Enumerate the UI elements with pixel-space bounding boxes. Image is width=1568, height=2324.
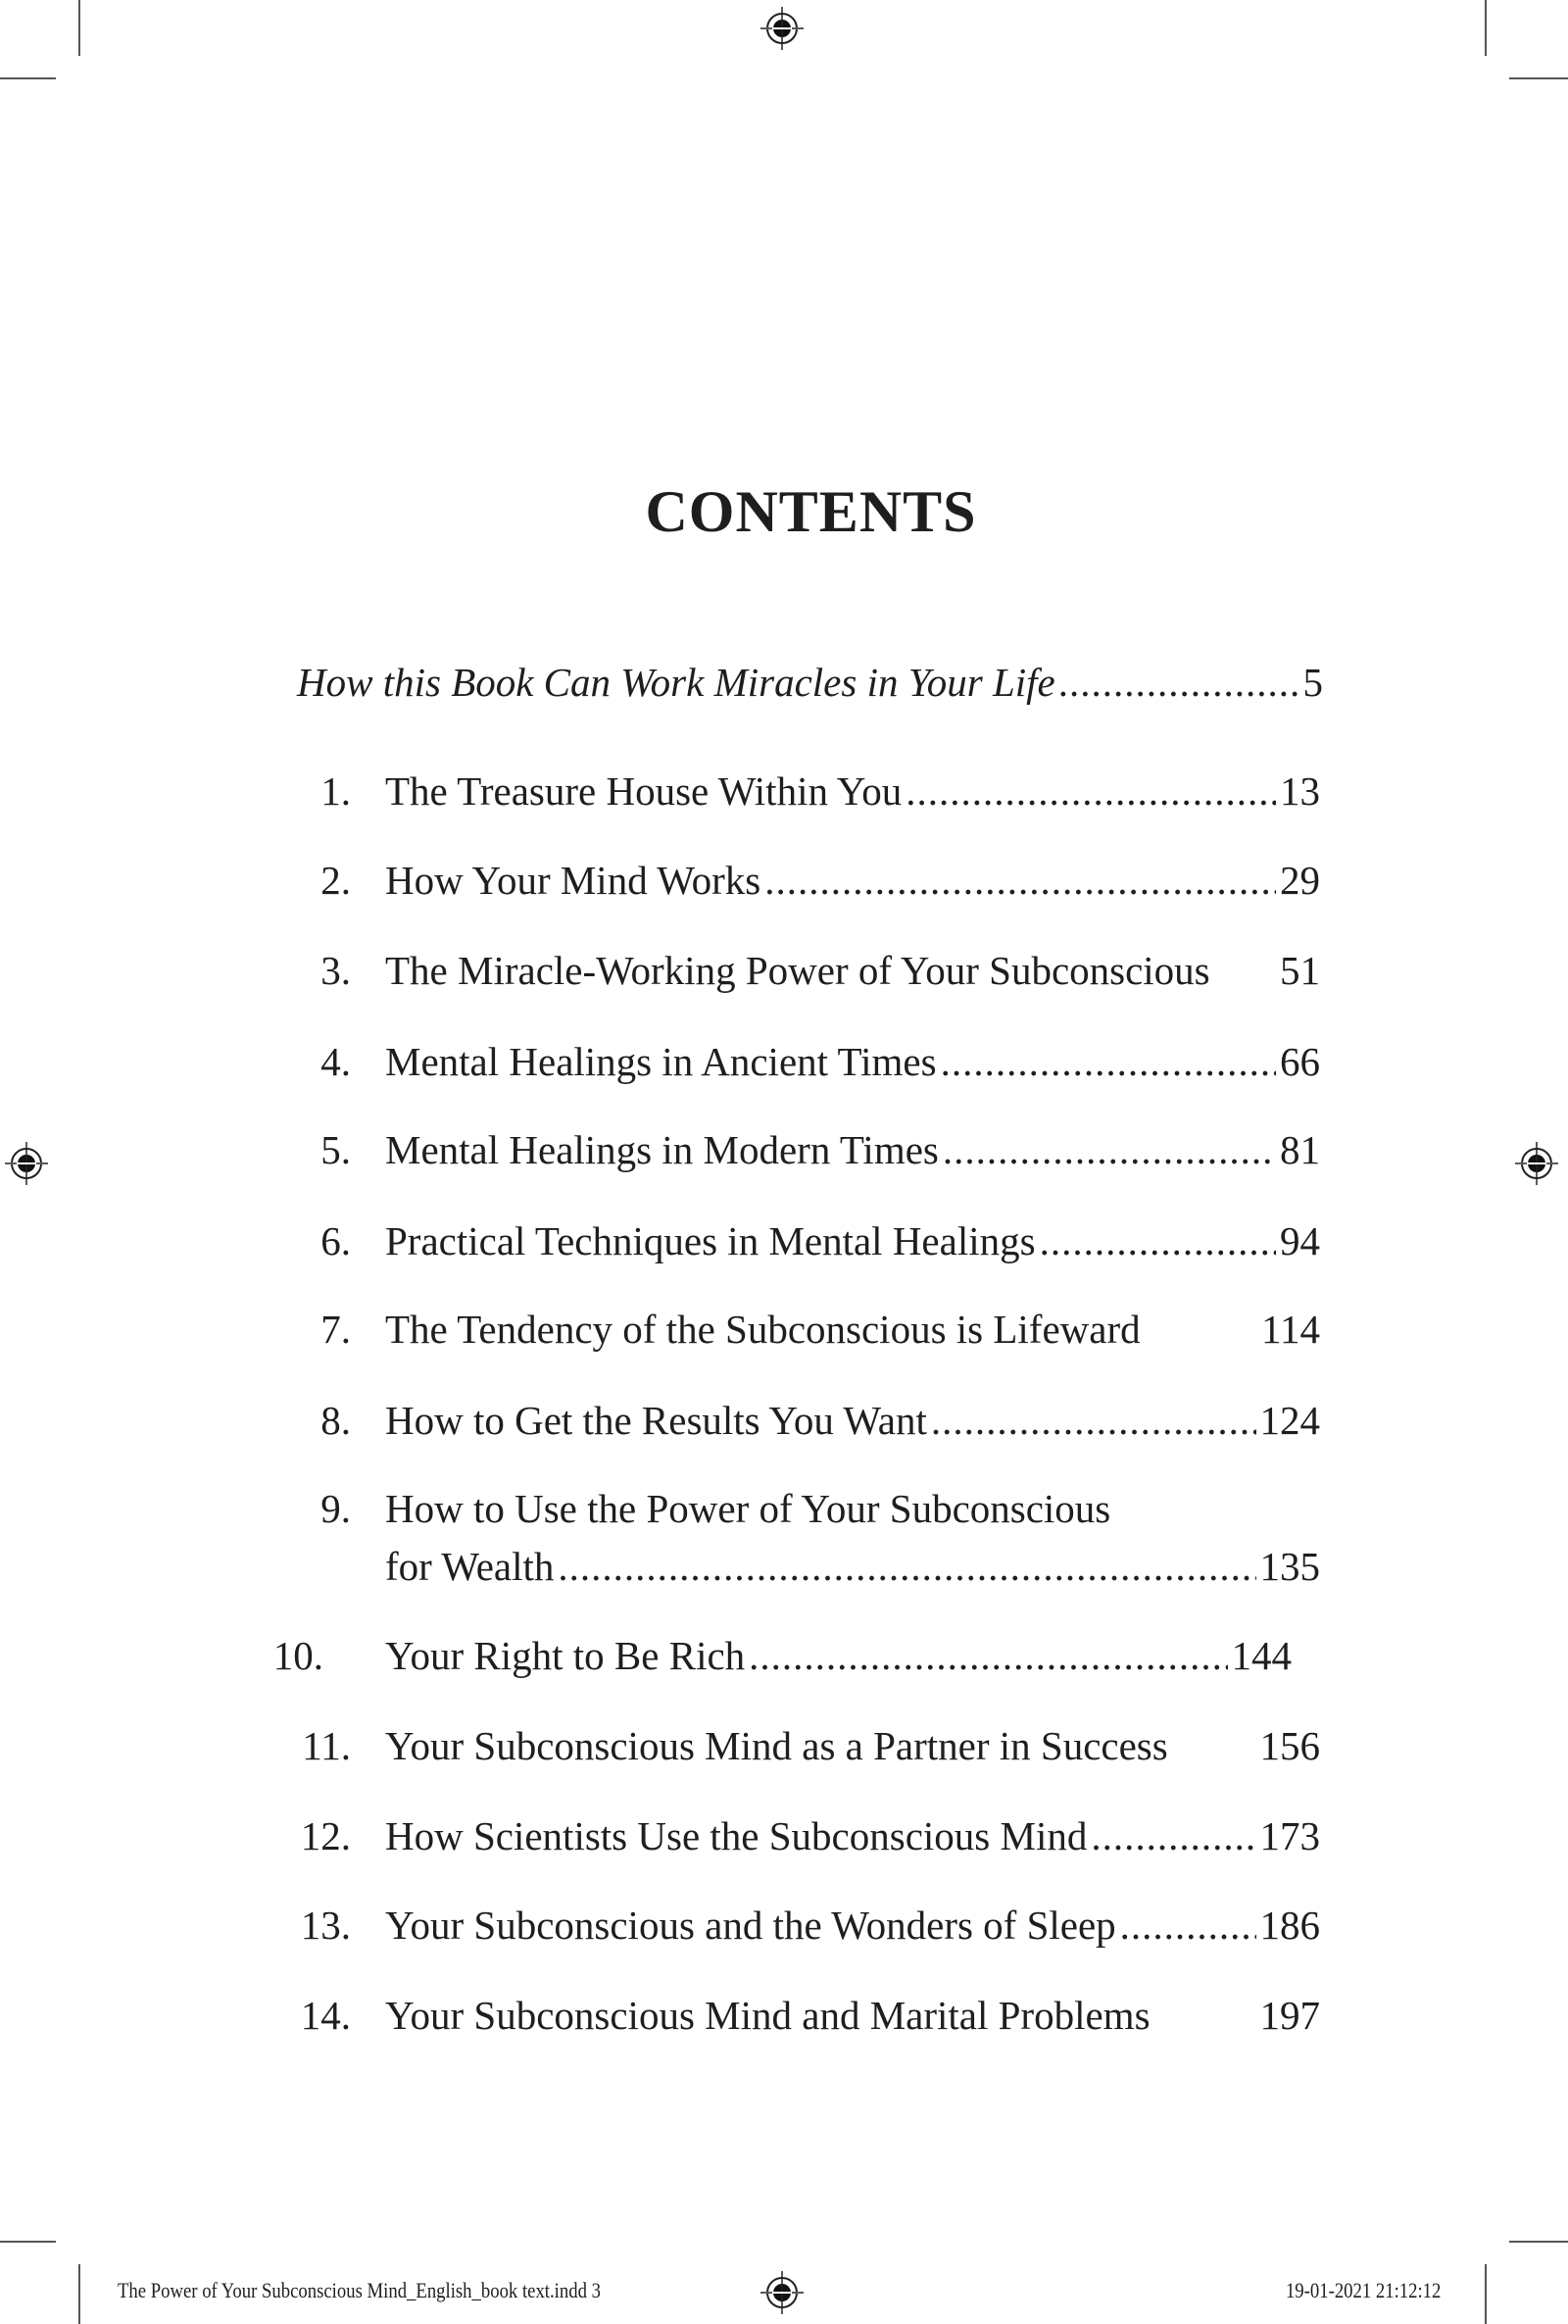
registration-mark-icon (3, 1140, 50, 1187)
toc-entry[interactable] (385, 1217, 1320, 1264)
dot-leader (1120, 1902, 1256, 1949)
toc-entry-number: 6. (320, 1218, 351, 1263)
dot-leader (764, 857, 1276, 904)
toc-title: The Treasure House Within You (385, 768, 903, 814)
toc-entry[interactable] (385, 857, 1320, 904)
toc-entry[interactable] (385, 1543, 1320, 1590)
toc-title: How Scientists Use the Subconscious Mind (385, 1813, 1088, 1858)
dot-leader (931, 1397, 1256, 1444)
toc-entry-number: 14. (300, 1993, 351, 2038)
toc-entry-number: 13. (300, 1903, 351, 1948)
slug-timestamp: 19-01-2021 21:12:12 (1285, 2278, 1441, 2302)
toc-entry-number: 9. (320, 1486, 351, 1531)
toc-page: 66 (1280, 1039, 1320, 1084)
toc-page: 29 (1280, 858, 1320, 903)
toc-entry-number: 3. (320, 948, 351, 993)
crop-mark (78, 2264, 80, 2324)
crop-mark (0, 2241, 56, 2243)
toc-title: Your Subconscious Mind and Marital Problems (385, 1993, 1151, 2038)
toc-entry-number: 12. (300, 1813, 351, 1858)
toc-title[interactable]: How to Use the Power of Your Subconscious (385, 1486, 1111, 1531)
toc-page: 144 (1231, 1633, 1292, 1678)
toc-page: 135 (1259, 1544, 1320, 1589)
toc-title: Your Right to Be Rich (385, 1633, 746, 1678)
toc-entry[interactable] (385, 1632, 1292, 1679)
toc-title: for Wealth (385, 1544, 555, 1589)
toc-entry-number: 1. (320, 768, 351, 814)
toc-entry[interactable] (385, 1902, 1320, 1949)
crop-mark (1509, 77, 1568, 79)
toc-page: 94 (1280, 1218, 1320, 1263)
registration-mark-icon (1513, 1140, 1560, 1187)
toc-title: Practical Techniques in Mental Healings (385, 1218, 1036, 1263)
toc-title: Your Subconscious Mind as a Partner in Success (385, 1723, 1168, 1768)
toc-entry-number: 7. (320, 1307, 351, 1352)
crop-mark (78, 0, 80, 56)
toc-page: 114 (1261, 1307, 1320, 1352)
toc-title: The Tendency of the Subconscious is Lifeward (385, 1307, 1141, 1352)
toc-entry[interactable] (385, 1038, 1320, 1085)
toc-page: 81 (1280, 1127, 1320, 1172)
toc-entry-number: 4. (320, 1039, 351, 1084)
registration-mark-icon (759, 2269, 806, 2316)
toc-title: How to Get the Results You Want (385, 1398, 927, 1443)
registration-mark-icon (759, 5, 806, 52)
toc-title: Your Subconscious and the Wonders of Sleep (385, 1903, 1116, 1948)
toc-entry[interactable] (385, 1722, 1320, 1769)
toc-entry-number: 10. (272, 1633, 323, 1678)
toc-page: 156 (1259, 1723, 1320, 1768)
toc-title: The Miracle-Working Power of Your Subconscious (385, 948, 1210, 993)
dot-leader (749, 1632, 1227, 1679)
slug-filename: The Power of Your Subconscious Mind_English_book text.indd 3 (118, 2278, 601, 2302)
toc-entry[interactable] (385, 1306, 1320, 1353)
toc-title: Mental Healings in Ancient Times (385, 1039, 937, 1084)
toc-page: 197 (1259, 1993, 1320, 2038)
toc-title: How this Book Can Work Miracles in Your Life (297, 660, 1055, 705)
toc-entry-number: 2. (320, 858, 351, 903)
toc-entry[interactable] (385, 1126, 1320, 1173)
toc-title: How Your Mind Works (385, 858, 761, 903)
toc-entry-number: 11. (302, 1723, 351, 1768)
toc-entry[interactable] (385, 1992, 1320, 2039)
crop-mark (1509, 2241, 1568, 2243)
toc-page: 51 (1280, 948, 1320, 993)
dot-leader (1059, 659, 1299, 706)
toc-page: 173 (1259, 1813, 1320, 1858)
crop-mark (1485, 2264, 1487, 2324)
toc-entry[interactable] (385, 947, 1320, 994)
dot-leader (558, 1543, 1255, 1590)
dot-leader (941, 1038, 1276, 1085)
dot-leader (943, 1126, 1276, 1173)
toc-title: Mental Healings in Modern Times (385, 1127, 939, 1172)
crop-mark (1485, 0, 1487, 56)
toc-page: 5 (1302, 660, 1323, 705)
toc-page: 186 (1259, 1903, 1320, 1948)
toc-entry[interactable] (385, 1812, 1320, 1859)
dot-leader (1040, 1217, 1276, 1264)
toc-entry[interactable] (385, 767, 1320, 815)
toc-intro-entry (297, 659, 1323, 706)
toc-page: 124 (1259, 1398, 1320, 1443)
toc-entry-number: 5. (320, 1127, 351, 1172)
crop-mark (0, 77, 56, 79)
toc-entry[interactable] (385, 1397, 1320, 1444)
page-title: CONTENTS (645, 479, 977, 544)
dot-leader (1091, 1812, 1255, 1859)
toc-page: 13 (1280, 768, 1320, 814)
dot-leader (906, 767, 1276, 815)
toc-entry-number: 8. (320, 1398, 351, 1443)
